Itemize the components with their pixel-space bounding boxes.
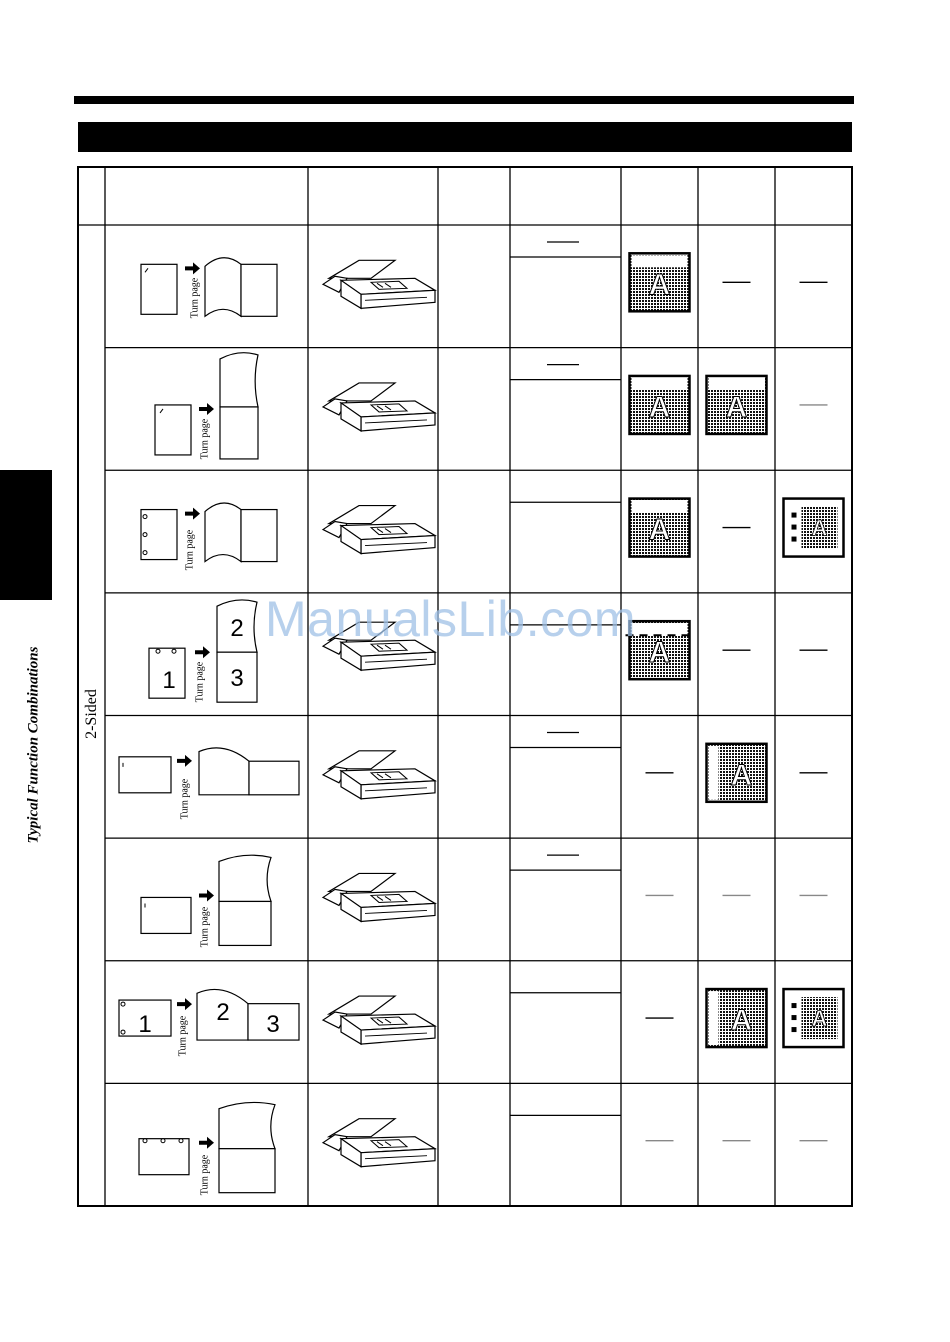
punch-hole-mark — [792, 1003, 797, 1008]
punch-hole-mark — [792, 525, 797, 530]
punch-hole-mark — [792, 513, 797, 518]
punch-hole-mark — [143, 551, 147, 555]
copier-adf-illustration — [323, 873, 435, 921]
page-number: 2 — [216, 999, 230, 1027]
punch-hole-mark — [143, 515, 147, 519]
turn-page-label: Turn page — [184, 529, 196, 570]
arrow-icon — [199, 403, 214, 415]
original-page — [141, 264, 177, 314]
copier-adf-illustration — [323, 506, 435, 554]
punch-hole-mark — [172, 649, 176, 653]
row-group-label: 2-Sided — [83, 689, 100, 739]
page-number: 1 — [138, 1011, 152, 1039]
sample-letter-a: A — [648, 636, 671, 670]
sample-letter-a: A — [811, 515, 828, 541]
arrow-icon — [177, 998, 192, 1010]
arrow-icon — [199, 1137, 214, 1149]
sample-letter-a: A — [725, 390, 748, 424]
copier-adf-illustration — [323, 996, 435, 1044]
turn-page-label: Turn page — [177, 1015, 189, 1057]
facing-page — [241, 264, 277, 316]
sample-letter-a: A — [648, 513, 671, 547]
watermark: ManualsLib.com — [265, 591, 637, 647]
original-page — [141, 897, 191, 933]
page-number: 3 — [230, 665, 244, 693]
top-margin-blank — [709, 378, 765, 390]
flipped-page — [219, 855, 271, 901]
chapter-tab-label: Chapter 4 — [16, 965, 35, 1045]
punch-hole-mark — [143, 533, 147, 537]
top-margin-blank — [632, 255, 688, 267]
copier-adf-illustration — [323, 751, 435, 799]
flipped-page — [219, 1102, 275, 1148]
turn-page-label: Turn page — [179, 778, 191, 820]
arrow-icon — [177, 755, 192, 767]
sample-letter-a: A — [811, 1006, 828, 1032]
turned-page — [205, 258, 241, 317]
copier-adf-illustration — [323, 260, 435, 308]
flipped-page — [220, 353, 258, 407]
sample-letter-a: A — [648, 390, 671, 424]
copier-adf-illustration — [323, 1119, 435, 1167]
turn-page-label: Turn page — [189, 278, 201, 319]
punch-hole-mark — [792, 537, 797, 542]
punch-hole-mark — [156, 649, 160, 653]
original-page — [139, 1139, 189, 1175]
turn-page-label: Turn page — [199, 907, 211, 948]
turned-page — [205, 503, 241, 562]
turn-page-label: Turn page — [199, 418, 211, 460]
punch-hole-mark — [792, 1027, 797, 1032]
arrow-icon — [185, 508, 200, 520]
page-number: 1 — [162, 667, 176, 695]
sample-letter-a: A — [730, 1004, 753, 1038]
punch-hole-mark — [121, 1030, 125, 1034]
facing-page — [249, 761, 299, 795]
turned-page — [199, 748, 249, 795]
turn-page-label: Turn page — [194, 661, 206, 703]
punch-hole-mark — [179, 1139, 183, 1143]
lower-page — [219, 901, 271, 945]
lower-page — [219, 1149, 275, 1193]
top-margin-blank — [632, 501, 688, 513]
facing-page — [241, 510, 277, 562]
punch-hole-mark — [792, 1015, 797, 1020]
arrow-icon — [199, 889, 214, 901]
punch-hole-mark — [143, 1139, 147, 1143]
top-margin-blank — [632, 623, 688, 635]
original-page — [119, 757, 171, 793]
punch-hole-mark — [121, 1002, 125, 1006]
left-margin-blank — [709, 991, 719, 1045]
side-title: Typical Function Combinations — [25, 646, 42, 844]
punch-hole-mark — [161, 1139, 165, 1143]
arrow-icon — [185, 262, 200, 274]
page-number: 3 — [266, 1011, 280, 1039]
left-margin-blank — [709, 746, 719, 800]
sample-letter-a: A — [648, 268, 671, 302]
page-number: 2 — [230, 615, 244, 643]
sample-letter-a: A — [730, 758, 753, 792]
turn-page-label: Turn page — [199, 1154, 211, 1195]
copier-adf-illustration — [323, 383, 435, 431]
top-margin-blank — [632, 378, 688, 390]
lower-page — [220, 407, 258, 459]
arrow-icon — [195, 646, 210, 658]
